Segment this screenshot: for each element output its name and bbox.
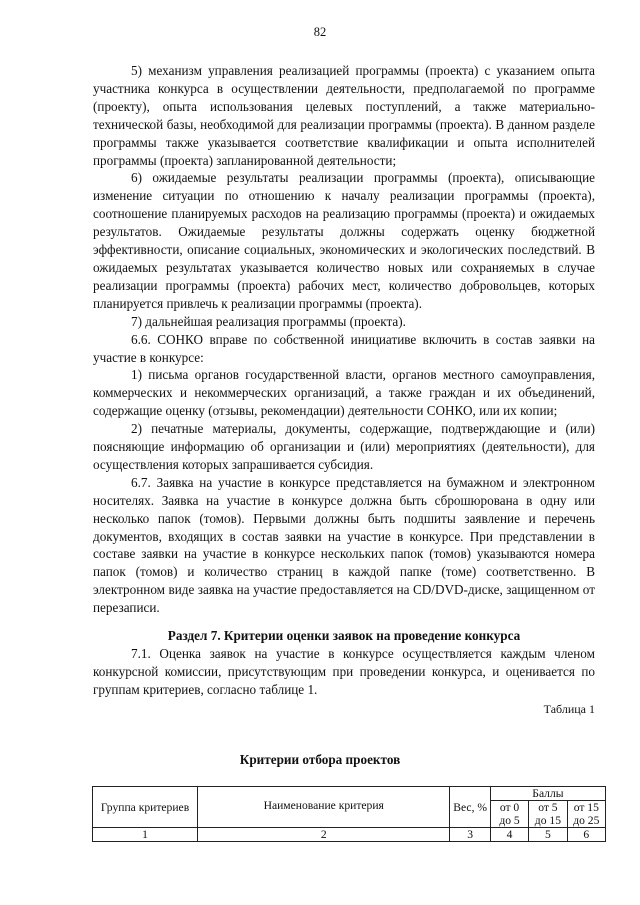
header-group: Группа критериев bbox=[93, 787, 198, 828]
paragraph-item-6: 6) ожидаемые результаты реализации программы (проекта), описывающие изменение ситуации по отношению к началу реализации программы (проекта), соотношение планируемых расходов на реализацию программы (проекта) и ожидаемых результатов. Ожидаемые результаты должны содержать оценку бюджетной эффективности, описание социальных, экономических и экологических последствий. В ожидаемых результатах указывается количество новых или сохраняемых в случае реализации программы (проекта) рабочих мест, количество добровольцев, которых планируется привлечь к реализации программы (проекта). bbox=[93, 170, 595, 311]
table-col-number: 2 bbox=[198, 828, 450, 842]
paragraph-6-6-item-2: 2) печатные материалы, документы, содержащие, подтверждающие и (или) поясняющие информацию об организации и (или) мероприятиях (деятельности), для осуществления которых запрашивается субсидия. bbox=[93, 421, 595, 472]
table-col-number: 4 bbox=[490, 828, 528, 842]
document-body bbox=[93, 62, 595, 719]
paragraph-item-7: 7) дальнейшая реализация программы (проекта). bbox=[131, 313, 406, 329]
header-score: Баллы bbox=[490, 787, 605, 801]
table-col-number: 3 bbox=[450, 828, 490, 842]
header-score-range-2: от 5 до 15 bbox=[529, 801, 567, 828]
header-score-range-3: от 15 до 25 bbox=[567, 801, 605, 828]
criteria-table bbox=[92, 786, 606, 842]
header-weight: Вес, % bbox=[450, 787, 490, 828]
section-heading: Раздел 7. Критерии оценки заявок на проведение конкурса bbox=[167, 628, 521, 644]
paragraph-item-5: 5) механизм управления реализацией программы (проекта) с указанием опыта участника конкурса в осуществлении деятельности, предполагаемой по программе (проекту), опыта использования целевых поступлений, а также материально-технической базы, необходимой для реализации программы (проекта). В данном разделе программы также указывается соответствие квалификации и опыта исполнителей программы (проекта) запланированной деятельности; bbox=[93, 63, 595, 168]
table-label: Таблица 1 bbox=[543, 701, 595, 716]
page-number: 82 bbox=[313, 25, 327, 39]
paragraph-6-7: 6.7. Заявка на участие в конкурсе представляется на бумажном и электронном носителях. Заявка на участие в конкурсе должна быть сброшюрована в одну или несколько папок (томов). Первыми должны быть подшиты заявление и перечень документов, входящих в состав заявки на участие в конкурсе. При представлении в составе заявки на участие в конкурсе нескольких папок (томов) указываются номера папок (томов) и количество страниц в каждой папке (томе) соответственно. В электронном виде заявка на участие предоставляется на CD/DVD-диске, защищенном от перезаписи. bbox=[93, 474, 595, 616]
header-criterion-name: Наименование критерия bbox=[198, 787, 450, 828]
paragraph-6-6-item-1: 1) письма органов государственной власти, органов местного самоуправления, коммерческих и некоммерческих организаций, а также граждан и их объединений, содержащие оценку (отзывы, рекомендации) деятельности СОНКО, или их копии; bbox=[93, 367, 595, 419]
paragraph-7-1: 7.1. Оценка заявок на участие в конкурсе осуществляется каждым членом конкурсной комиссии, присутствующим при проведении конкурса, и оценивается по группам критериев, согласно таблице 1. bbox=[93, 646, 595, 697]
table-col-number: 5 bbox=[529, 828, 567, 842]
table-col-number: 1 bbox=[93, 828, 198, 842]
paragraph-6-6: 6.6. СОНКО вправе по собственной инициативе включить в состав заявки на участие в конкурсе: bbox=[93, 331, 595, 365]
table-col-number: 6 bbox=[567, 828, 605, 842]
header-score-range-1: от 0 до 5 bbox=[490, 801, 528, 828]
table-title: Критерии отбора проектов bbox=[239, 752, 401, 767]
